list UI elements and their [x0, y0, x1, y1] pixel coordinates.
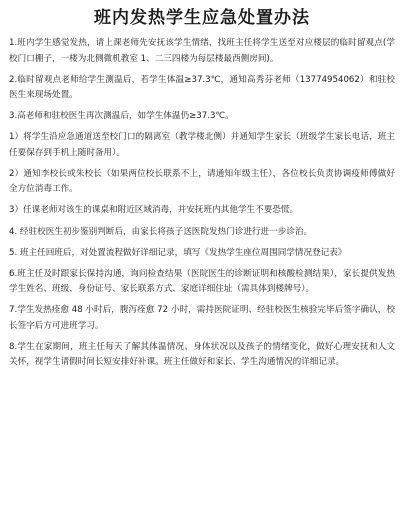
paragraph-step-3: 3.高老师和驻校医生再次测温后，如学生体温仍≥37.3℃。	[9, 111, 234, 122]
paragraph-step-2: 2.临时留观点老师给学生测温后，若学生体温≥37.3℃，通知高秀芬老师（13774954062）和驻校医生来现场处置。	[9, 74, 395, 101]
paragraph-substep-1: 1）将学生沿应急通道送至校门口的隔离室（教学楼北侧）并通知学生家长（班级学生家长电话，班主任要保存到手机上随时备用）。	[9, 132, 395, 158]
document-title: 班内发热学生应急处置办法	[94, 8, 310, 28]
paragraph-step-4: 4. 经驻校医生初步鉴别判断后，由家长将孩子送医院发热门诊进行进一步诊治。	[9, 226, 313, 237]
paragraph-substep-3: 3）任课老师对该生的课桌和附近区域消毒，并安抚班内其他学生不要恐慌。	[9, 205, 299, 216]
paragraph-step-5: 5. 班主任回班后，对处置流程做好详细记录，填写《发热学生座位周围同学情况登记表》	[9, 247, 347, 258]
paragraph-step-6: 6.班主任及时跟家长保持沟通，询问检查结果（医院医生的诊断证明和核酸检测结果），家长提供发热学生姓名、班级、身份证号、家长联系方式、家庭详细住址（需具体到楼牌号）。	[9, 268, 395, 295]
paragraph-substep-2: 2）通知李校长或朱校长（如果两位校长联系不上，请通知年级主任），各位校长负责协调疫师傅做好全方位消毒工作。	[9, 168, 395, 195]
paragraph-step-1: 1.班内学生感觉发热，请上课老师先安抚该学生情绪，找班主任将学生送至对应楼层的临时留观点(学校门口棚子，一楼为北侧微机教室 1、二三四楼为每层楼最西侧房间)。	[9, 38, 395, 64]
paragraph-step-7: 7.学生发热痊愈 48 小时后，腹泻痊愈 72 小时，需持医院证明、经驻校医生核验完毕后签字确认，校长签字后方可进班学习。	[9, 305, 395, 331]
paragraph-step-8: 8.学生在家期间，班主任每天了解其体温情况、身体状况以及孩子的情绪变化，做好心理安抚和人文关怀，视学生请假时间长短安排好补课。班主任做好和家长、学生沟通情况的详细记录。	[9, 341, 395, 368]
